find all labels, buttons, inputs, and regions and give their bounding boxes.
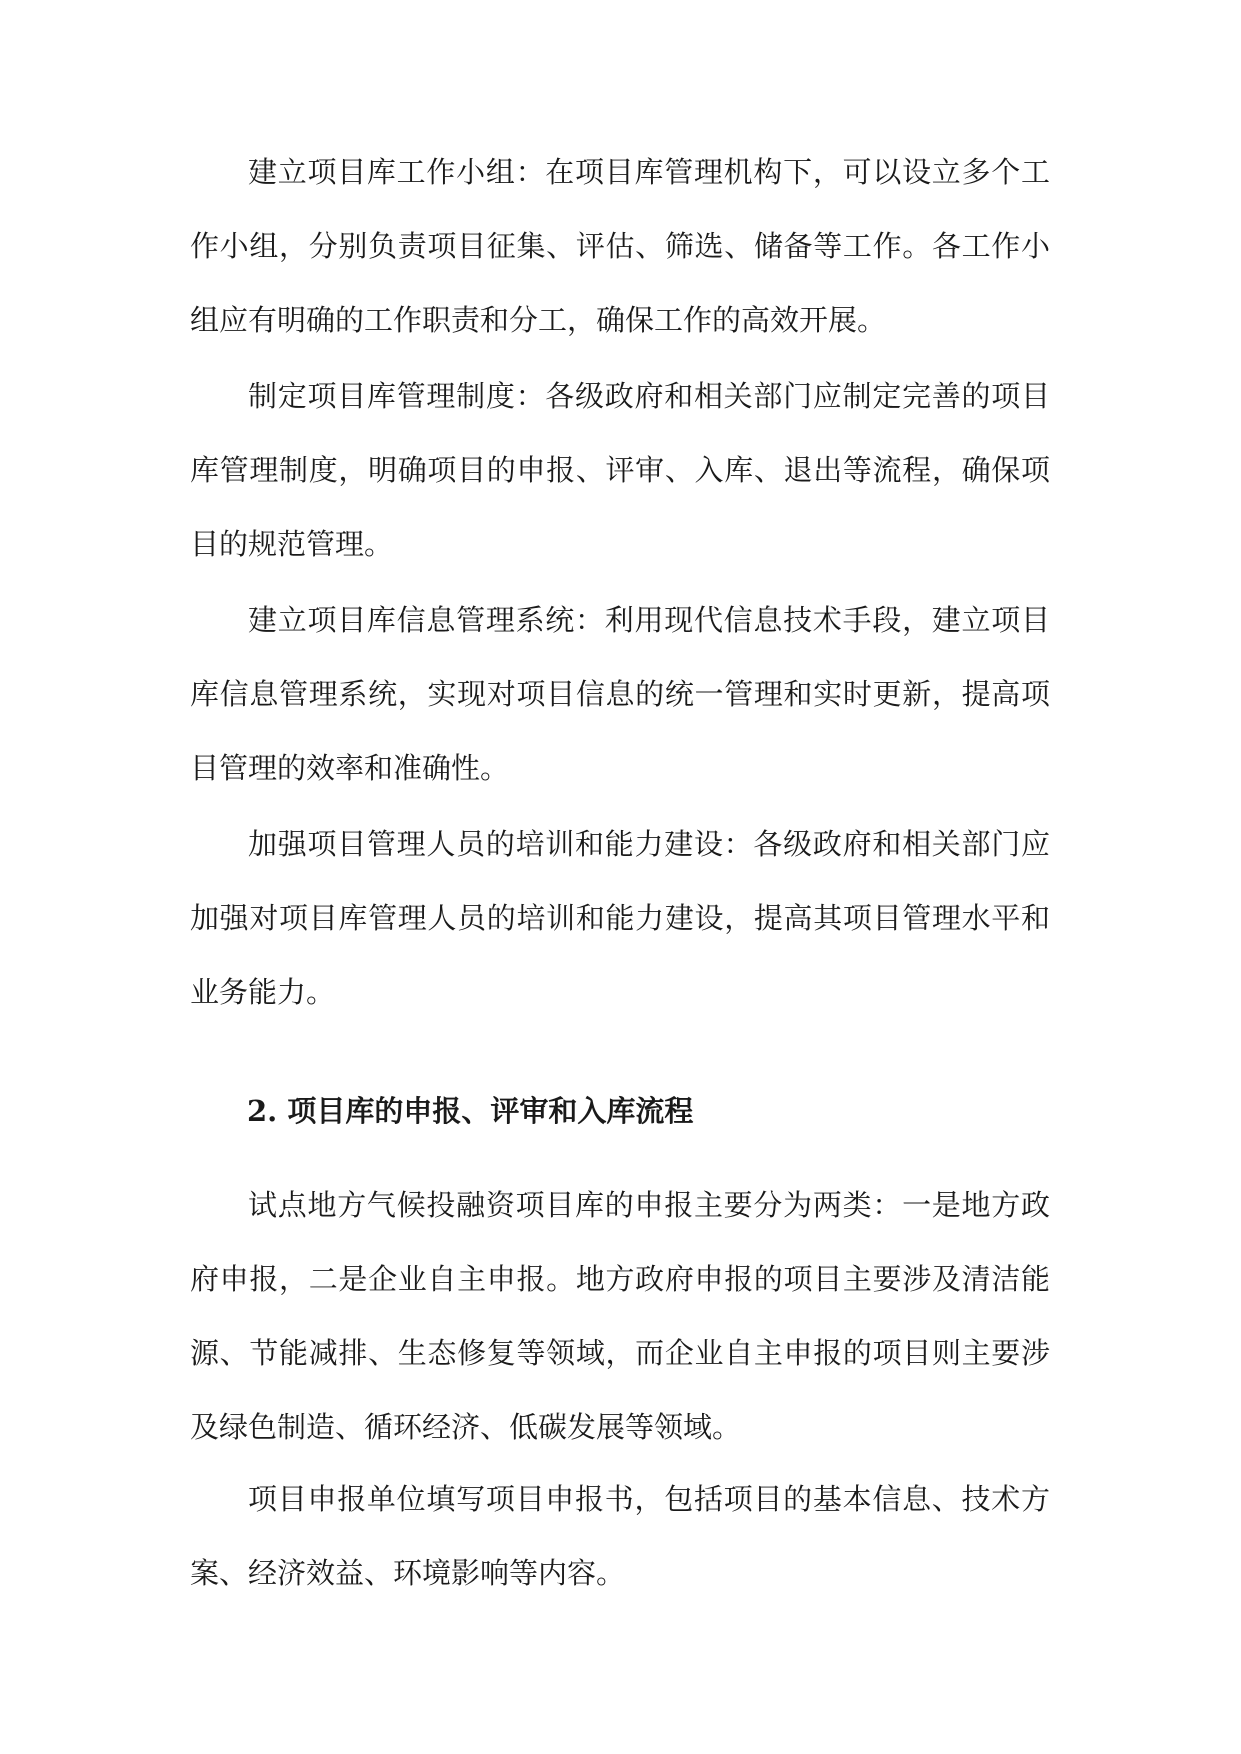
paragraph-staff-training: 加强项目管理人员的培训和能力建设：各级政府和相关部门应加强对项目库管理人员的培训和能力建设，提高其项目管理水平和业务能力。	[190, 827, 1050, 1009]
paragraph-project-team: 建立项目库工作小组：在项目库管理机构下，可以设立多个工作小组，分别负责项目征集、评估、筛选、储备等工作。各工作小组应有明确的工作职责和分工，确保工作的高效开展。	[190, 155, 1050, 337]
paragraph-info-system: 建立项目库信息管理系统：利用现代信息技术手段，建立项目库信息管理系统，实现对项目信息的统一管理和实时更新，提高项目管理的效率和准确性。	[190, 603, 1050, 785]
paragraph-application-form: 项目申报单位填写项目申报书，包括项目的基本信息、技术方案、经济效益、环境影响等内容。	[190, 1482, 1050, 1590]
section-heading: 2. 项目库的申报、评审和入库流程	[247, 1094, 694, 1128]
paragraph-application-types: 试点地方气候投融资项目库的申报主要分为两类：一是地方政府申报，二是企业自主申报。地方政府申报的项目主要涉及清洁能源、节能减排、生态修复等领域，而企业自主申报的项目则主要涉及绿色制造、循环经济、低碳发展等领域。	[190, 1188, 1050, 1444]
paragraph-management-rules: 制定项目库管理制度：各级政府和相关部门应制定完善的项目库管理制度，明确项目的申报、评审、入库、退出等流程，确保项目的规范管理。	[190, 379, 1050, 561]
